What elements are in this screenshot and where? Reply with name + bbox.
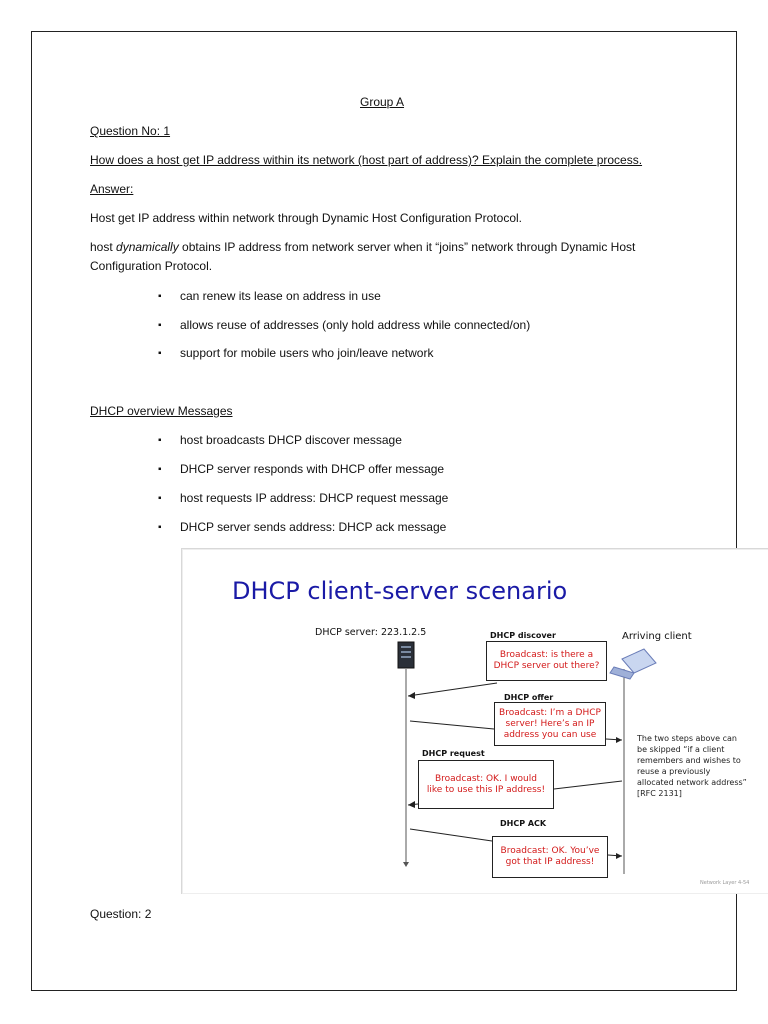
bullet-item: DHCP server responds with DHCP offer message <box>180 462 445 476</box>
answer-paragraph-2: host dynamically obtains IP address from network server when it “joins” network through Dynamic Host <box>90 240 636 254</box>
bullet-marker: ▪ <box>158 291 162 302</box>
skip-steps-note: The two steps above can be skipped “if a client remembers and wishes to reuse a previously allocated network address” [RFC 2131] <box>637 734 747 798</box>
bullet-marker: ▪ <box>158 493 162 504</box>
bullet-item: DHCP server sends address: DHCP ack message <box>180 520 447 534</box>
bullet-marker: ▪ <box>158 435 162 446</box>
offer-label: DHCP offer <box>504 693 554 702</box>
bullet-marker: ▪ <box>158 522 162 533</box>
question1-label: Question No: 1 <box>90 124 171 138</box>
answer-label: Answer: <box>90 182 134 196</box>
group-heading: Group A <box>360 95 405 109</box>
slide-title: DHCP client-server scenario <box>232 577 568 605</box>
discover-label: DHCP discover <box>490 631 556 640</box>
request-message-box: Broadcast: OK. I would like to use this IP address! <box>418 760 554 809</box>
bullet-marker: ▪ <box>158 320 162 331</box>
bullet-item: support for mobile users who join/leave network <box>180 346 434 360</box>
overview-title: DHCP overview Messages <box>90 404 233 418</box>
question1-text: How does a host get IP address within its network (host part of address)? Explain the complete process. <box>90 153 643 167</box>
bullet-item: can renew its lease on address in use <box>180 289 381 303</box>
bullet-marker: ▪ <box>158 348 162 359</box>
bullet-item: host broadcasts DHCP discover message <box>180 433 402 447</box>
question2-label: Question: 2 <box>90 907 152 921</box>
ack-label: DHCP ACK <box>500 819 547 828</box>
dhcp-slide-image <box>181 548 768 894</box>
bullet-marker: ▪ <box>158 464 162 475</box>
request-label: DHCP request <box>422 749 485 758</box>
discover-message-box: Broadcast: is there a DHCP server out there? <box>486 641 607 681</box>
server-label: DHCP server: 223.1.2.5 <box>315 627 427 638</box>
bullet-item: allows reuse of addresses (only hold address while connected/on) <box>180 318 531 332</box>
slide-footer: Network Layer 4-54 <box>700 880 750 886</box>
client-label: Arriving client <box>622 631 692 642</box>
bullet-item: host requests IP address: DHCP request message <box>180 491 449 505</box>
ack-message-box: Broadcast: OK. You’ve got that IP address! <box>492 836 608 878</box>
answer-paragraph-1: Host get IP address within network through Dynamic Host Configuration Protocol. <box>90 211 522 225</box>
offer-message-box: Broadcast: I’m a DHCP server! Here’s an IP address you can use <box>494 702 606 746</box>
answer-paragraph-2-line2: Configuration Protocol. <box>90 259 213 273</box>
